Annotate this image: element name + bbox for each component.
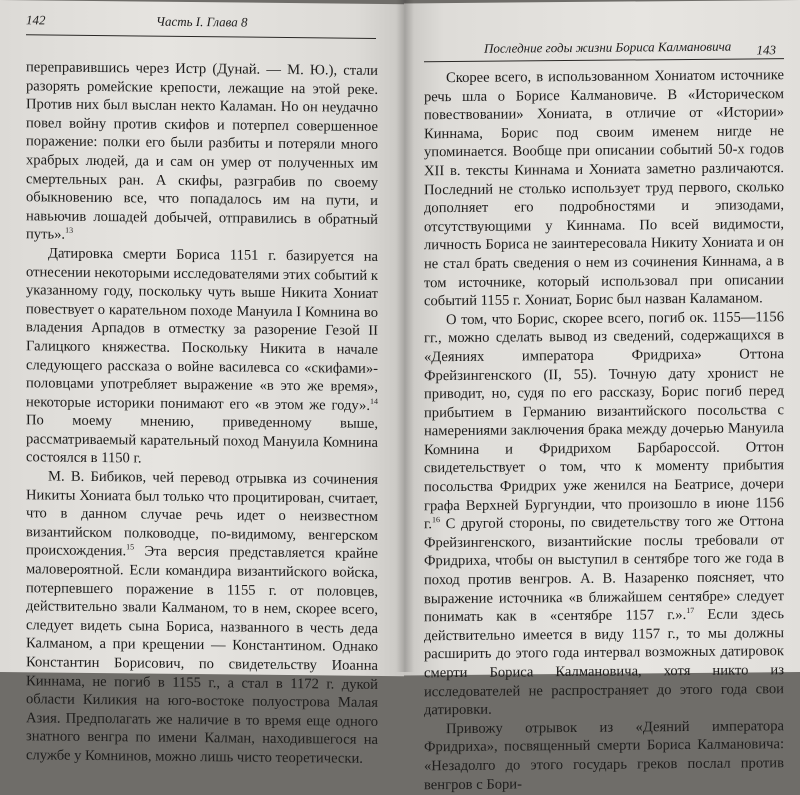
- footnote-ref: 15: [126, 542, 135, 552]
- paragraph: Скорее всего, в использованном Хониатом источнике речь шла о Борисе Калмановиче. В «Историческом повествовании» Хониата, в отличие от «Истории» Киннама, Борис под своим именем нигде не упоминается. Вообще при описании событий 50-х годов XII в. тексты Киннама и Хониата заметно различаются. Последний не столько использует труд первого, сколько дополняет его подробностями и эпизодами, отсутствующими у Киннама. По всей видимости, личность Бориса не заинтересовала Никиту Хониата и он не стал брать сведения о нем из сочинения Киннама, а в том источнике, который использовал при описании событий 1155 г. Хониат, Борис был назван Каламаном.: [424, 67, 784, 310]
- footnote-ref: 17: [686, 606, 695, 616]
- right-page-number: 143: [756, 42, 776, 58]
- left-page-header: [26, 12, 376, 30]
- left-page-number: 142: [26, 12, 46, 28]
- paragraph: Датировка смерти Бориса 1151 г. базируется на отнесении некоторыми исследователями этих событий к указанному году, поскольку чуть выше Никита Хониат повествует о карательном походе Мануила I Комнина во владения Арпадов в отместку за разорение Гезой II Галицкого княжества. Поскольку Никита в начале следующего рассказа о войне василевса со «скифами»-половцами употребляет выражение «в это же время», некоторые историки понимают его «в этом же году».$^{14}$ По моему мнению, приведенному выше, рассматриваемый карательный поход Мануила Комнина состоялся в 1150 г.: [26, 245, 378, 467]
- footnote-ref: 14: [370, 396, 378, 406]
- left-page-body: [26, 58, 378, 768]
- footnote-ref: 16: [432, 515, 440, 525]
- paragraph: переправившись через Истр (Дунай. — М. Ю.), стали разорять ромейские крепости, лежащие на этой реке. Против них был выслан некто Каламан. Но он неудачно повел войну против скифов и потерпел совершенное поражение: полки его были разбиты и потеряли много храбрых людей, да и сам он умер от полученных им смертельных ран. А скифы, разграбив по своему обыкновению все, что попадалось им на пути, и навьючив лошадей добычей, отправились в обратный путь».$^{13}$: [26, 59, 378, 244]
- right-page: [404, 0, 800, 793]
- right-running-head: Последние годы жизни Бориса Калмановича: [484, 38, 732, 56]
- footnote-ref: 13: [65, 226, 74, 236]
- right-page-header: [424, 38, 784, 58]
- paragraph: О том, что Борис, скорее всего, погиб ок. 1155—1156 гг., можно сделать вывод из сведений, содержащихся в «Деяниях императора Фридриха» Оттона Фрейзингенского (II, 55). Точную дату хронист не приводит, но, судя по его рассказу, Борис погиб перед прибытием в Германию византийского посольства с намерениями заключения брака между дочерью Мануила Комнина и Фридрихом Барбароссой. Оттон свидетельствует о том, что к моменту прибытия посольства Фридрих уже женился на Беатрисе, дочери графа Верхней Бургундии, что произошло в июне 1156 г.$^{16}$ С другой стороны, по свидетельству того же Оттона Фрейзингенского, византийские послы требовали от Фридриха, чтобы он выступил в сентябре того же года в поход против венгров. А. В. Назаренко поясняет, что выражение источника «в ближайшем сентябре» следует понимать как в «сентябре 1157 г.».$^{17}$ Если здесь действительно имеется в виду 1157 г., то мы должны расширить до этого года интервал возможных датировок смерти Бориса Калмановича, хотя никто из исследователей не распространяет до этого года свои датировки.: [424, 308, 784, 719]
- header-rule: [424, 58, 784, 62]
- header-rule: [26, 34, 376, 39]
- paragraph: М. В. Бибиков, чей перевод отрывка из сочинения Никиты Хониата был только что процитирован, считает, что в данном случае речь идет о неизвестном византийском полководце, по-видимому, венгерском происхождения.$^{15}$ Эта версия представляется крайне маловероятной. Если командира византийского войска, потерпевшего поражение в 1155 г. от половцев, действительно звали Калманом, то в нем, скорее всего, следует видеть сына Бориса, названного в честь деда Калманом, а при крещении — Константином. Однако Константин Борисович, по свидетельству Иоанна Киннама, не погиб в 1155 г., а стал в 1172 г. дукой области Киликия на юго-востоке полуострова Малая Азия. Предполагать же наличие в то время еще одного знатного венгра по имени Калман, находившегося на службе у Комнинов, можно лишь чисто теоретически.: [26, 468, 378, 767]
- paragraph: Привожу отрывок из «Деяний императора Фридриха», посвященный смерти Бориса Калмановича: «Незадолго до этого государь греков послал против венгров с Бори-: [424, 717, 784, 793]
- left-page: [0, 0, 404, 767]
- right-page-body: [424, 66, 784, 794]
- left-running-head: Часть I. Глава 8: [156, 13, 248, 30]
